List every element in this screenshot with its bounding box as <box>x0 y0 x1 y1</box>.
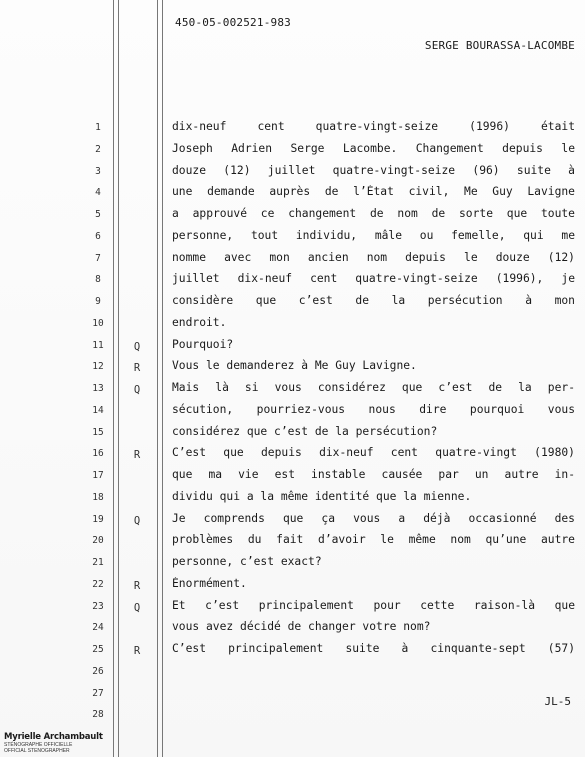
line-number: 24 <box>92 622 104 634</box>
stenographer-title-fr: STÉNOGRAPHE OFFICIELLE <box>4 742 73 748</box>
speaker-marker: R <box>133 645 141 657</box>
transcript-line-text: sécution, pourriez-vous nous dire pourquoi vous <box>172 402 575 416</box>
line-number: 10 <box>92 317 104 329</box>
line-number: 6 <box>95 230 101 242</box>
line-number: 15 <box>92 426 104 438</box>
line-number: 23 <box>92 600 104 612</box>
transcript-line-text: juillet dix-neuf cent quatre-vingt-seize (1996), je <box>172 272 575 286</box>
transcript-line-text: Vous le demanderez à Me Guy Lavigne. <box>172 359 417 373</box>
transcript-line-text: personne, tout individu, mâle ou femelle, qui me <box>172 228 575 242</box>
transcript-line-text: Et c’est principalement pour cette raison-là que <box>172 598 575 612</box>
transcript-line-text: C’est que depuis dix-neuf cent quatre-vingt (1980) <box>172 446 575 460</box>
speaker-marker: Q <box>133 384 141 396</box>
transcript-line-text: douze (12) juillet quatre-vingt-seize (96) suite à <box>172 163 575 177</box>
stenographer-title-en: OFFICIAL STENOGRAPHER <box>4 748 70 754</box>
line-number: 21 <box>92 557 104 568</box>
line-number: 7 <box>95 252 101 264</box>
transcript-line-text: considère que c’est de la persécution à mon <box>172 294 575 307</box>
speaker-column-rule <box>157 0 158 757</box>
transcript-line-text: problèmes du fait d’avoir le même nom qu’une autre <box>172 533 575 547</box>
transcript-line-text: Mais là si vous considérez que c’est de la per- <box>172 381 575 394</box>
line-number: 19 <box>92 513 104 525</box>
line-number: 17 <box>92 470 104 481</box>
transcript-line-text: une demande auprès de l’État civil, Me Guy Lavigne <box>172 185 575 199</box>
transcript-line-text: dividu qui a la même identité que la mienne. <box>172 489 472 503</box>
speaker-marker: Q <box>133 601 141 614</box>
page-number: JL-5 <box>544 695 571 708</box>
transcript-line-text: a approuvé ce changement de nom de sorte que toute <box>172 207 575 220</box>
line-number: 13 <box>92 383 104 394</box>
speaker-column-rule <box>162 0 163 757</box>
speaker-marker: R <box>133 449 141 462</box>
line-number: 3 <box>95 165 101 177</box>
speaker-marker: R <box>133 362 141 375</box>
speaker-marker: R <box>133 579 141 592</box>
speaker-marker: Q <box>133 514 141 527</box>
transcript-line-text: nomme avec mon ancien nom depuis le douze (12) <box>172 250 575 264</box>
line-number: 28 <box>92 709 104 721</box>
line-number: 16 <box>92 448 104 460</box>
line-number: 20 <box>92 535 104 547</box>
transcript-line-text: personne, c’est exact? <box>172 555 322 568</box>
transcript-line-text: dix-neuf cent quatre-vingt-seize (1996) était <box>172 120 575 133</box>
line-number: 27 <box>92 687 104 699</box>
line-number: 26 <box>92 665 104 677</box>
line-number: 4 <box>95 187 101 199</box>
stenographer-stamp <box>4 732 124 754</box>
speaker-marker: Q <box>133 340 141 353</box>
line-number: 5 <box>95 209 101 220</box>
line-number: 12 <box>92 361 104 373</box>
line-number: 9 <box>95 296 101 307</box>
witness-name: SERGE BOURASSA-LACOMBE <box>424 39 575 52</box>
line-number: 2 <box>95 143 101 155</box>
transcript-line-text: Joseph Adrien Serge Lacombe. Changement depuis le <box>172 141 575 155</box>
file-number: 450-05-002521-983 <box>175 16 291 29</box>
line-number: 18 <box>92 491 104 503</box>
transcript-line-text: que ma vie est instable causée par un autre in- <box>172 468 575 481</box>
line-number: 8 <box>95 274 101 286</box>
line-number: 11 <box>92 339 104 351</box>
transcript-line-text: Énormément. <box>172 576 247 590</box>
line-number: 14 <box>92 404 104 416</box>
transcript-line-text: C’est principalement suite à cinquante-sept (57) <box>172 642 575 655</box>
transcript-line-text: endroit. <box>172 315 227 329</box>
line-number: 1 <box>95 122 101 133</box>
transcript-line-text: Je comprends que ça vous a déjà occasionné des <box>172 511 575 525</box>
stenographer-name: Myrielle Archambault <box>4 732 103 742</box>
transcript-line-text: Pourquoi? <box>172 337 234 351</box>
line-number: 22 <box>92 578 104 590</box>
line-number: 25 <box>92 644 104 655</box>
margin-rule <box>118 0 119 757</box>
transcript-line-text: considérez que c’est de la persécution? <box>172 424 438 438</box>
transcript-line-text: vous avez décidé de changer votre nom? <box>172 620 431 634</box>
